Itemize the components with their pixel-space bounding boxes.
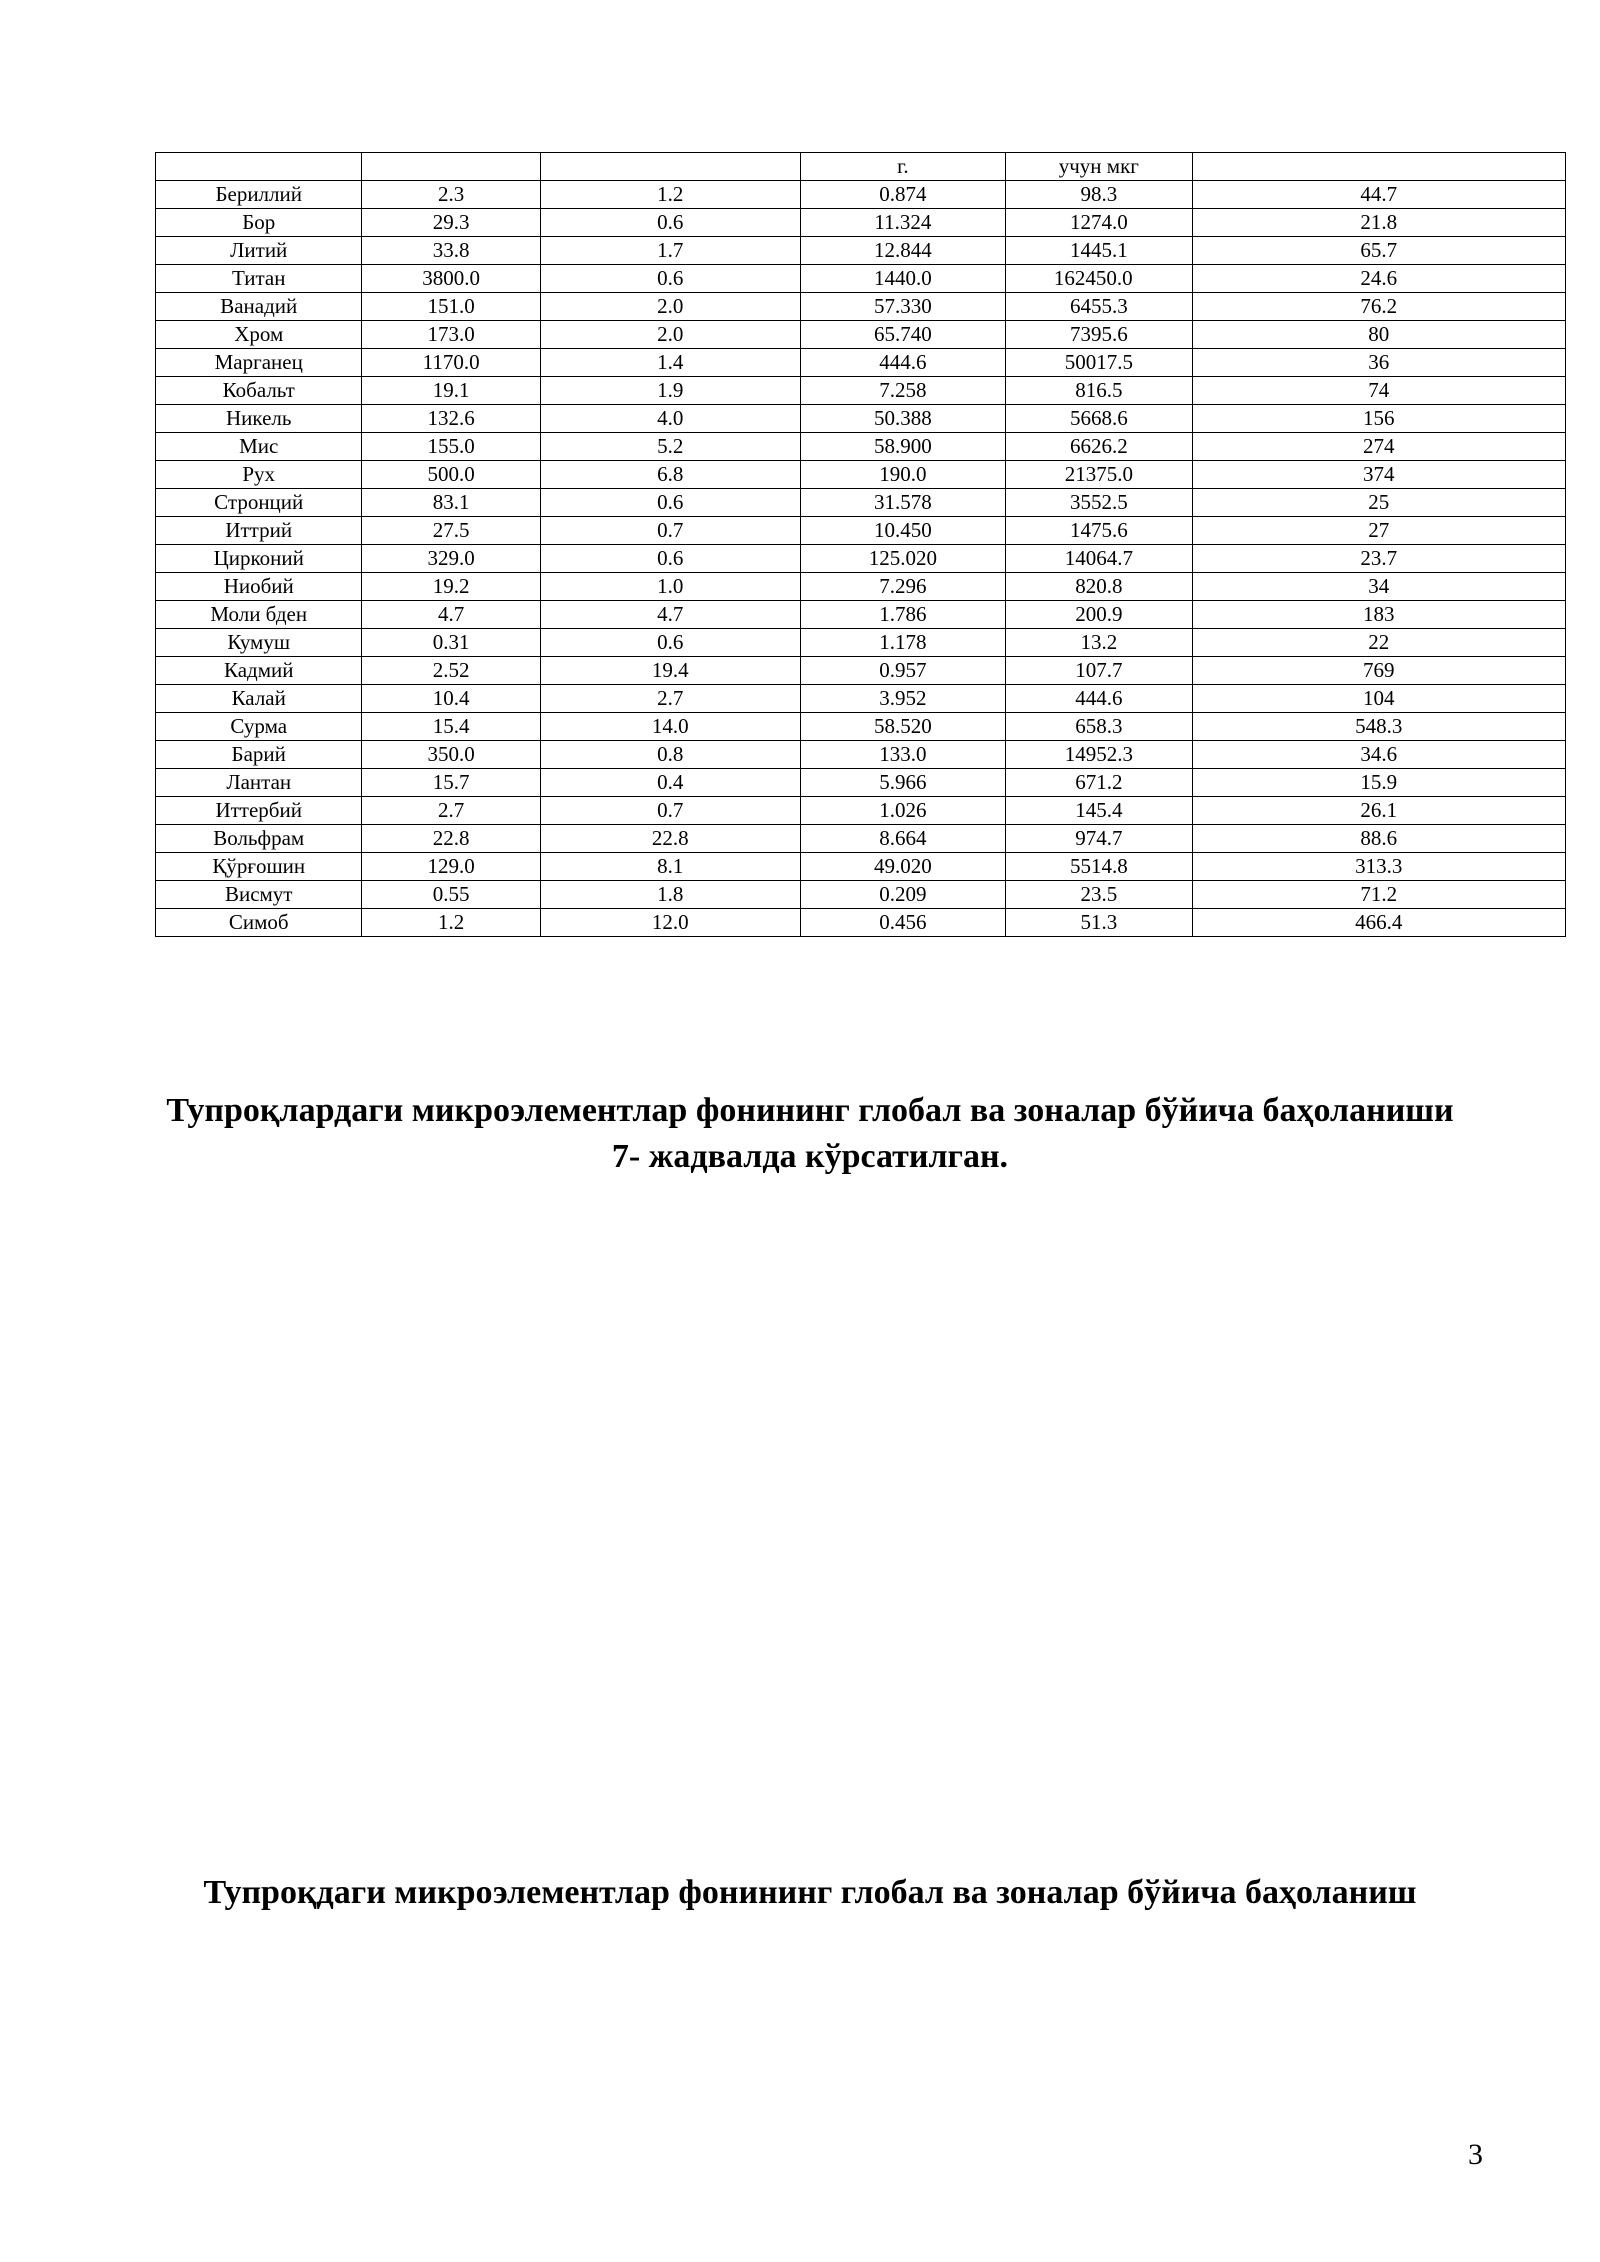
value-cell: 58.520: [800, 713, 1005, 741]
value-cell: 2.0: [540, 293, 800, 321]
element-name-cell: Барий: [156, 741, 362, 769]
element-name-cell: Иттрий: [156, 517, 362, 545]
value-cell: 36: [1192, 349, 1565, 377]
table-row: [156, 265, 1566, 293]
value-cell: 658.3: [1006, 713, 1193, 741]
value-cell: 156: [1192, 405, 1565, 433]
element-name-cell: Сурма: [156, 713, 362, 741]
value-cell: 6.8: [540, 461, 800, 489]
value-cell: 5668.6: [1006, 405, 1193, 433]
value-cell: 49.020: [800, 853, 1005, 881]
value-cell: 2.3: [362, 181, 540, 209]
value-cell: 98.3: [1006, 181, 1193, 209]
page-number: 3: [1468, 2138, 1483, 2171]
value-cell: 83.1: [362, 489, 540, 517]
value-cell: 313.3: [1192, 853, 1565, 881]
value-cell: 19.1: [362, 377, 540, 405]
table-row: [156, 825, 1566, 853]
table-row: [156, 489, 1566, 517]
value-cell: 2.0: [540, 321, 800, 349]
table-row: [156, 349, 1566, 377]
value-cell: 769: [1192, 657, 1565, 685]
value-cell: 190.0: [800, 461, 1005, 489]
value-cell: 57.330: [800, 293, 1005, 321]
element-name-cell: Кобальт: [156, 377, 362, 405]
value-cell: 27.5: [362, 517, 540, 545]
value-cell: 15.7: [362, 769, 540, 797]
value-cell: 7.258: [800, 377, 1005, 405]
value-cell: 50.388: [800, 405, 1005, 433]
value-cell: 974.7: [1006, 825, 1193, 853]
value-cell: 0.7: [540, 517, 800, 545]
value-cell: 15.4: [362, 713, 540, 741]
value-cell: 4.0: [540, 405, 800, 433]
table-row: [156, 237, 1566, 265]
value-cell: 14064.7: [1006, 545, 1193, 573]
value-cell: 444.6: [800, 349, 1005, 377]
value-cell: 3800.0: [362, 265, 540, 293]
value-cell: 0.874: [800, 181, 1005, 209]
table-row: [156, 209, 1566, 237]
value-cell: 10.450: [800, 517, 1005, 545]
value-cell: 76.2: [1192, 293, 1565, 321]
table-row: [156, 321, 1566, 349]
value-cell: 132.6: [362, 405, 540, 433]
element-name-cell: Титан: [156, 265, 362, 293]
value-cell: 2.7: [362, 797, 540, 825]
header-cell: г.: [800, 153, 1005, 181]
value-cell: 816.5: [1006, 377, 1193, 405]
value-cell: 173.0: [362, 321, 540, 349]
value-cell: [1006, 265, 1193, 293]
table-row: [156, 741, 1566, 769]
element-name-cell: Цирконий: [156, 545, 362, 573]
value-cell: 0.6: [540, 209, 800, 237]
value-cell: 500.0: [362, 461, 540, 489]
value-cell: 1.8: [540, 881, 800, 909]
value-cell: 0.6: [540, 545, 800, 573]
value-cell: 1.2: [540, 181, 800, 209]
value-cell: 58.900: [800, 433, 1005, 461]
value-cell: 444.6: [1006, 685, 1193, 713]
value-cell: 21.8: [1192, 209, 1565, 237]
value-cell: 133.0: [800, 741, 1005, 769]
value-cell: 1.026: [800, 797, 1005, 825]
table-header-row: [156, 153, 1566, 181]
value-cell: 51.3: [1006, 909, 1193, 937]
element-name-cell: Висмут: [156, 881, 362, 909]
value-cell: 0.6: [540, 489, 800, 517]
table-row: [156, 545, 1566, 573]
table-row: [156, 685, 1566, 713]
value-cell: 2.52: [362, 657, 540, 685]
element-name-cell: Иттербий: [156, 797, 362, 825]
header-cell: [1192, 153, 1565, 181]
value-cell: 350.0: [362, 741, 540, 769]
value-cell: 1170.0: [362, 349, 540, 377]
value-cell: 0.957: [800, 657, 1005, 685]
value-cell: 125.020: [800, 545, 1005, 573]
element-name-cell: Ниобий: [156, 573, 362, 601]
value-cell: 671.2: [1006, 769, 1193, 797]
value-cell: 129.0: [362, 853, 540, 881]
table-body: [156, 153, 1566, 937]
value-cell: 22.8: [540, 825, 800, 853]
table-row: [156, 573, 1566, 601]
value-cell: 0.6: [540, 629, 800, 657]
table-row: [156, 461, 1566, 489]
value-cell: 22: [1192, 629, 1565, 657]
element-name-cell: Стронций: [156, 489, 362, 517]
value-cell: 25: [1192, 489, 1565, 517]
element-name-cell: Калай: [156, 685, 362, 713]
element-name-cell: Қўрғошин: [156, 853, 362, 881]
value-cell: 5.966: [800, 769, 1005, 797]
value-cell: 8.1: [540, 853, 800, 881]
value-cell: 1.2: [362, 909, 540, 937]
element-name-cell: Мис: [156, 433, 362, 461]
element-name-cell: Хром: [156, 321, 362, 349]
table-row: [156, 293, 1566, 321]
value-cell: 329.0: [362, 545, 540, 573]
value-cell: 23.5: [1006, 881, 1193, 909]
element-name-cell: Бор: [156, 209, 362, 237]
value-cell: 5.2: [540, 433, 800, 461]
value-cell: 13.2: [1006, 629, 1193, 657]
table-row: [156, 853, 1566, 881]
table-row: [156, 629, 1566, 657]
element-name-cell: Марганец: [156, 349, 362, 377]
header-cell: [362, 153, 540, 181]
caption-global-zonal-assessment: Тупроқдаги микроэлементлар фонининг глобал ва зоналар бўйича баҳоланиш: [203, 1874, 1417, 1911]
value-cell: 14952.3: [1006, 741, 1193, 769]
value-cell: 1.4: [540, 349, 800, 377]
element-name-cell: Никель: [156, 405, 362, 433]
value-cell: 466.4: [1192, 909, 1565, 937]
value-cell: 44.7: [1192, 181, 1565, 209]
table-row: [156, 405, 1566, 433]
value-cell: 4.7: [540, 601, 800, 629]
element-name-cell: Лантан: [156, 769, 362, 797]
value-text: 162450.0: [1053, 266, 1133, 290]
value-cell: 7395.6: [1006, 321, 1193, 349]
value-cell: 88.6: [1192, 825, 1565, 853]
microelements-table: [155, 152, 1566, 937]
value-cell: 10.4: [362, 685, 540, 713]
value-cell: 183: [1192, 601, 1565, 629]
value-cell: 19.2: [362, 573, 540, 601]
table-row: [156, 909, 1566, 937]
value-cell: 7.296: [800, 573, 1005, 601]
value-cell: 374: [1192, 461, 1565, 489]
value-cell: 65.740: [800, 321, 1005, 349]
value-cell: 29.3: [362, 209, 540, 237]
value-cell: 33.8: [362, 237, 540, 265]
table-row: [156, 713, 1566, 741]
value-cell: 0.55: [362, 881, 540, 909]
caption-table-7: Тупроқлардаги микроэлементлар фонининг глобал ва зоналар бўйича баҳоланиши 7- жадвалда кўрсатилган.: [166, 1092, 1454, 1175]
header-cell: учун мкг: [1006, 153, 1193, 181]
value-cell: 0.4: [540, 769, 800, 797]
element-name-cell: Ванадий: [156, 293, 362, 321]
value-cell: 0.7: [540, 797, 800, 825]
table-row: [156, 657, 1566, 685]
value-cell: 0.456: [800, 909, 1005, 937]
table-row: [156, 433, 1566, 461]
value-cell: 19.4: [540, 657, 800, 685]
value-cell: 820.8: [1006, 573, 1193, 601]
value-cell: 274: [1192, 433, 1565, 461]
value-cell: 0.31: [362, 629, 540, 657]
table-row: [156, 797, 1566, 825]
value-cell: 2.7: [540, 685, 800, 713]
value-cell: 71.2: [1192, 881, 1565, 909]
value-cell: 1.178: [800, 629, 1005, 657]
header-cell: [156, 153, 362, 181]
value-cell: 24.6: [1192, 265, 1565, 293]
table-row: [156, 377, 1566, 405]
value-cell: 80: [1192, 321, 1565, 349]
value-cell: 12.844: [800, 237, 1005, 265]
table-row: [156, 181, 1566, 209]
value-cell: 15.9: [1192, 769, 1565, 797]
table-row: [156, 517, 1566, 545]
value-cell: 6455.3: [1006, 293, 1193, 321]
value-cell: 1475.6: [1006, 517, 1193, 545]
element-name-cell: Моли бден: [156, 601, 362, 629]
value-cell: 145.4: [1006, 797, 1193, 825]
value-cell: 31.578: [800, 489, 1005, 517]
value-cell: 155.0: [362, 433, 540, 461]
value-cell: 1.9: [540, 377, 800, 405]
value-cell: 1445.1: [1006, 237, 1193, 265]
value-cell: 4.7: [362, 601, 540, 629]
value-cell: 0.8: [540, 741, 800, 769]
value-cell: 27: [1192, 517, 1565, 545]
value-cell: 104: [1192, 685, 1565, 713]
value-cell: 3552.5: [1006, 489, 1193, 517]
value-cell: 14.0: [540, 713, 800, 741]
value-cell: 23.7: [1192, 545, 1565, 573]
element-name-cell: Вольфрам: [156, 825, 362, 853]
value-cell: 0.6: [540, 265, 800, 293]
value-cell: 548.3: [1192, 713, 1565, 741]
element-name-cell: Симоб: [156, 909, 362, 937]
value-cell: 26.1: [1192, 797, 1565, 825]
value-cell: 200.9: [1006, 601, 1193, 629]
value-cell: 11.324: [800, 209, 1005, 237]
value-cell: 1.0: [540, 573, 800, 601]
table-row: [156, 601, 1566, 629]
value-cell: 74: [1192, 377, 1565, 405]
value-cell: 1.786: [800, 601, 1005, 629]
element-name-cell: Литий: [156, 237, 362, 265]
header-cell: [540, 153, 800, 181]
value-cell: 1440.0: [800, 265, 1005, 293]
value-cell: 107.7: [1006, 657, 1193, 685]
value-cell: 1274.0: [1006, 209, 1193, 237]
value-cell: 12.0: [540, 909, 800, 937]
value-cell: 6626.2: [1006, 433, 1193, 461]
value-cell: 0.209: [800, 881, 1005, 909]
table-row: [156, 769, 1566, 797]
value-cell: 8.664: [800, 825, 1005, 853]
value-cell: 34: [1192, 573, 1565, 601]
value-cell: 50017.5: [1006, 349, 1193, 377]
value-cell: 34.6: [1192, 741, 1565, 769]
value-cell: 21375.0: [1006, 461, 1193, 489]
value-cell: 3.952: [800, 685, 1005, 713]
value-cell: 22.8: [362, 825, 540, 853]
element-name-cell: Кумуш: [156, 629, 362, 657]
value-cell: 5514.8: [1006, 853, 1193, 881]
element-name-cell: Бериллий: [156, 181, 362, 209]
table-row: [156, 881, 1566, 909]
value-cell: 1.7: [540, 237, 800, 265]
value-cell: 151.0: [362, 293, 540, 321]
value-cell: 65.7: [1192, 237, 1565, 265]
element-name-cell: Кадмий: [156, 657, 362, 685]
element-name-cell: Рух: [156, 461, 362, 489]
